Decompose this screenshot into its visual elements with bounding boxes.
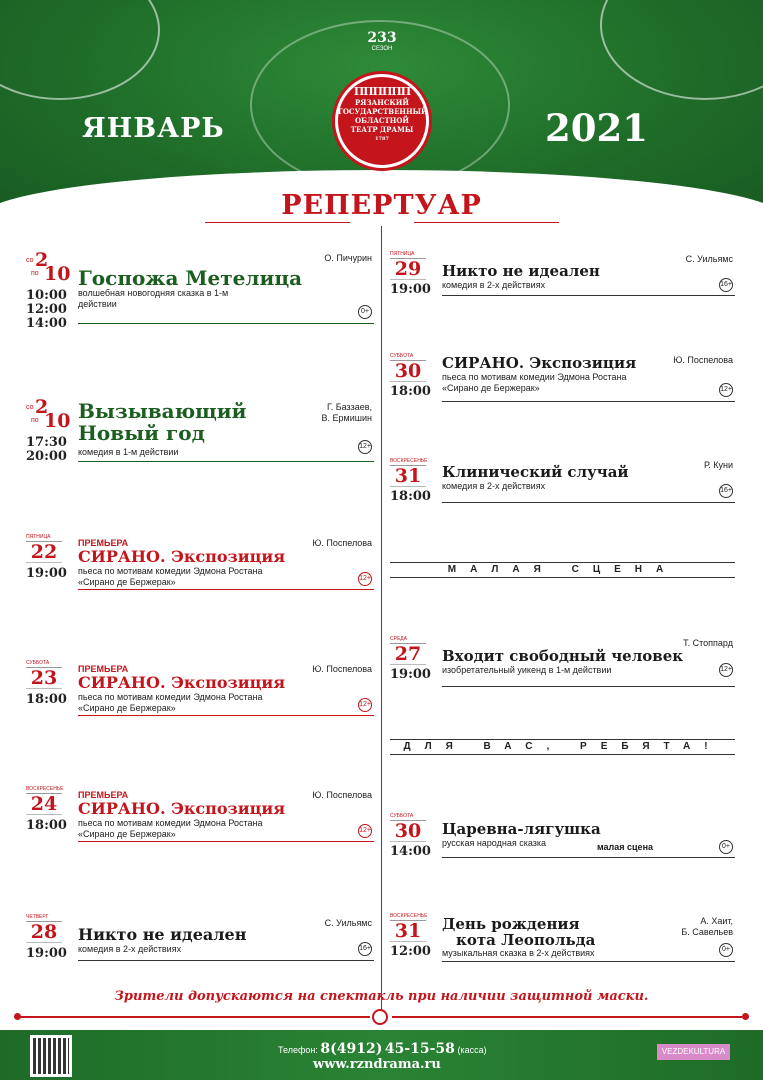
play-title: Входит свободный человек — [442, 647, 684, 665]
ornament-left — [0, 0, 160, 100]
phone-note: (касса) — [457, 1045, 487, 1055]
day-of-week: ПЯТНИЦА — [26, 534, 62, 542]
play-description: комедия в 2-х действиях — [442, 280, 546, 290]
title-divider-right — [414, 222, 559, 223]
date-column — [26, 534, 72, 581]
entry-rule — [78, 323, 374, 324]
entry-rule — [78, 960, 374, 961]
show-time: 12:00 — [26, 302, 67, 317]
age-rating: 12+ — [719, 383, 733, 397]
section-small-stage: МАЛАЯ СЦЕНА — [390, 562, 735, 578]
play-description: пьеса по мотивам комедии Эдмона Ростана «Сирано де Бержерак» — [442, 372, 627, 393]
ornament-right — [600, 0, 763, 100]
event-info — [78, 926, 374, 955]
play-description: комедия в 2-х действиях — [442, 481, 546, 491]
columns-icon: ΠΠΠΠΠΠ — [353, 85, 411, 98]
age-rating: 0+ — [719, 943, 733, 957]
logo-line: ТЕАТР ДРАМЫ — [350, 125, 414, 134]
author-line: В. Ермишин — [321, 413, 372, 423]
theatre-logo — [335, 74, 429, 168]
age-rating: 12+ — [358, 824, 372, 838]
bottom-rule-left — [20, 1016, 370, 1018]
header-banner — [0, 0, 763, 222]
date-range — [26, 249, 71, 285]
event-info — [78, 268, 374, 310]
author: Р. Куни — [703, 460, 733, 470]
to-label: по — [31, 417, 39, 424]
page-title: РЕПЕРТУАР — [281, 190, 482, 221]
play-description: комедия в 2-х действиях — [78, 944, 182, 954]
age-rating: 16+ — [719, 484, 733, 498]
season-number: 233 — [367, 30, 397, 46]
show-time: 14:00 — [390, 844, 431, 859]
show-time: 12:00 — [390, 944, 431, 959]
premiere-label: ПРЕМЬЕРА — [78, 664, 129, 674]
event-sirano-24 — [26, 786, 374, 844]
event-info — [78, 538, 374, 588]
entry-rule — [442, 857, 735, 858]
show-time: 18:00 — [390, 384, 431, 399]
entry-rule — [442, 401, 735, 402]
age-rating: 12+ — [358, 440, 372, 454]
rule-center-circle — [372, 1009, 388, 1025]
age-rating: 0+ — [719, 840, 733, 854]
event-info — [442, 821, 735, 849]
event-vkhodit — [390, 636, 735, 688]
entry-rule — [442, 295, 735, 296]
phone-label: Телефон: — [278, 1045, 318, 1055]
logo-line: ОБЛАСТНОЙ — [354, 116, 410, 125]
entry-rule — [78, 841, 374, 842]
show-time: 19:00 — [390, 667, 431, 682]
play-title: СИРАНО. Экспозиция — [78, 673, 286, 692]
event-nikto-28 — [26, 914, 374, 964]
age-rating: 16+ — [719, 278, 733, 292]
premiere-label: ПРЕМЬЕРА — [78, 538, 129, 548]
day-of-week: СУББОТА — [390, 353, 426, 361]
event-nikto-29 — [390, 251, 735, 299]
author: Т. Стоппард — [683, 638, 733, 648]
mask-notice: Зрители допускаются на спектакль при наличии защитной маски. — [114, 989, 649, 1004]
play-title-line: Вызывающий — [78, 399, 247, 423]
play-description: пьеса по мотивам комедии Эдмона Ростана «Сирано де Бержерак» — [78, 692, 263, 713]
stage-note: малая сцена — [597, 842, 654, 852]
show-time: 18:00 — [26, 818, 67, 833]
date-column — [26, 396, 72, 464]
play-description: пьеса по мотивам комедии Эдмона Ростана «Сирано де Бержерак» — [78, 566, 263, 587]
author: Ю. Поспелова — [673, 355, 733, 365]
author: С. Уильямс — [324, 918, 372, 928]
bottom-rule-right — [392, 1016, 742, 1018]
premiere-label: ПРЕМЬЕРА — [78, 790, 129, 800]
date-column — [26, 914, 72, 961]
to-day: 10 — [44, 263, 71, 285]
age-rating: 0+ — [358, 305, 372, 319]
show-time: 18:00 — [26, 692, 67, 707]
day-number: 27 — [390, 644, 426, 665]
day-number: 28 — [26, 922, 62, 943]
event-vyzyvayushchiy — [26, 396, 374, 465]
show-time: 20:00 — [26, 449, 67, 464]
from-day: 2 — [35, 249, 49, 271]
show-time: 19:00 — [26, 946, 67, 961]
play-title-line: кота Леопольда — [456, 931, 596, 949]
event-sirano-23 — [26, 660, 374, 718]
play-description: русская народная сказка — [442, 838, 547, 848]
day-of-week: ВОСКРЕСЕНЬЕ — [390, 458, 428, 464]
play-title: СИРАНО. Экспозиция — [78, 799, 286, 818]
to-label: по — [31, 270, 39, 277]
section-kids: ДЛЯ ВАС, РЕБЯТА! — [390, 739, 735, 755]
author: Ю. Поспелова — [312, 664, 372, 674]
author-line: А. Хаит, — [700, 916, 733, 926]
season-label: СЕЗОН — [371, 46, 393, 52]
show-time: 14:00 — [26, 316, 67, 331]
event-info — [78, 790, 374, 840]
event-info — [442, 464, 735, 492]
month: ЯНВАРЬ — [82, 113, 225, 144]
date-column — [390, 458, 436, 504]
logo-year: 1787 — [375, 136, 389, 142]
phone-number[interactable]: 45-15-58 — [384, 1041, 455, 1057]
day-number: 22 — [26, 542, 62, 563]
entry-rule — [78, 715, 374, 716]
author: С. Уильямс — [685, 254, 733, 264]
event-sirano-30 — [390, 353, 735, 405]
date-column — [390, 636, 436, 682]
play-title: Царевна-лягушка — [442, 820, 601, 838]
day-number: 23 — [26, 668, 62, 689]
entry-rule — [78, 461, 374, 462]
event-klinicheskiy — [390, 458, 735, 506]
event-sirano-22 — [26, 534, 374, 592]
show-time: 19:00 — [390, 282, 431, 297]
event-den-rozhdeniya — [390, 913, 735, 965]
day-number: 24 — [26, 794, 62, 815]
day-of-week: СРЕДА — [390, 636, 426, 644]
play-title: СИРАНО. Экспозиция — [78, 547, 286, 566]
phone-code: 8(4912) — [320, 1041, 383, 1057]
date-column — [26, 660, 72, 707]
age-rating: 12+ — [358, 698, 372, 712]
play-description: изобретательный уикенд в 1-м действии — [442, 665, 612, 675]
play-title: Клинический случай — [442, 463, 629, 481]
age-rating: 16+ — [358, 942, 372, 956]
date-column — [390, 251, 436, 297]
play-description: музыкальная сказка в 2-х действиях — [442, 948, 595, 958]
event-info — [78, 400, 374, 458]
play-title: СИРАНО. Экспозиция — [442, 354, 637, 372]
event-info — [442, 648, 735, 676]
author-line: Г. Баззаев, — [326, 402, 372, 412]
day-of-week: ЧЕТВЕРГ — [26, 914, 62, 922]
day-of-week: СУББОТА — [26, 660, 62, 668]
day-number: 31 — [390, 466, 426, 487]
show-time: 18:00 — [390, 489, 431, 504]
show-time: 19:00 — [26, 566, 67, 581]
date-column — [390, 913, 436, 959]
entry-rule — [442, 502, 735, 503]
day-number: 29 — [390, 259, 426, 280]
column-divider — [381, 226, 382, 1012]
partner-badge[interactable]: VEZDEKULTURA — [657, 1044, 730, 1060]
day-of-week: ВОСКРЕСЕНЬЕ — [390, 913, 428, 919]
age-rating: 12+ — [358, 572, 372, 586]
rule-end-dot — [14, 1013, 21, 1020]
play-description: пьеса по мотивам комедии Эдмона Ростана «Сирано де Бержерак» — [78, 818, 263, 839]
event-tsarevna — [390, 813, 735, 863]
website-link[interactable]: www.rzndrama.ru — [313, 1057, 441, 1072]
day-number: 31 — [390, 921, 426, 942]
play-title-line: Новый год — [78, 421, 205, 445]
author: Ю. Поспелова — [312, 790, 372, 800]
rule-end-dot — [742, 1013, 749, 1020]
event-info — [442, 263, 735, 291]
to-day: 10 — [44, 410, 71, 432]
play-description: волшебная новогодняя сказка в 1-м действии — [78, 288, 229, 309]
from-label: со — [26, 404, 34, 411]
footer — [0, 1030, 763, 1080]
date-column — [26, 249, 72, 331]
logo-line: РЯЗАНСКИЙ — [355, 98, 409, 107]
day-of-week: СУББОТА — [390, 813, 426, 821]
qr-code-icon[interactable] — [30, 1035, 72, 1077]
play-description: комедия в 1-м действии — [78, 447, 179, 457]
entry-rule — [442, 961, 735, 962]
date-range — [26, 396, 71, 432]
show-time: 10:00 — [26, 288, 67, 303]
day-number: 30 — [390, 361, 426, 382]
phone-line — [278, 1041, 487, 1057]
day-of-week: ВОСКРЕСЕНЬЕ — [26, 786, 64, 792]
title-divider-left — [205, 222, 350, 223]
entry-rule — [442, 686, 735, 687]
year: 2021 — [545, 106, 648, 150]
event-info — [442, 355, 735, 394]
event-info — [78, 664, 374, 714]
event-gospozha-metelitsa — [26, 249, 374, 331]
date-column — [390, 353, 436, 399]
author: Ю. Поспелова — [312, 538, 372, 548]
logo-line: ГОСУДАРСТВЕННЫЙ — [338, 107, 428, 116]
play-title: Госпожа Метелица — [78, 266, 303, 290]
from-label: со — [26, 257, 34, 264]
date-column — [26, 786, 72, 833]
entry-rule — [78, 589, 374, 590]
show-time: 17:30 — [26, 435, 67, 450]
play-title: Никто не идеален — [442, 262, 600, 280]
from-day: 2 — [35, 396, 49, 418]
author: О. Пичурин — [324, 253, 372, 263]
event-info — [442, 916, 735, 959]
day-of-week: ПЯТНИЦА — [390, 251, 426, 259]
author-line: Б. Савельев — [681, 927, 733, 937]
play-title: Никто не идеален — [78, 925, 247, 944]
play-title-line: День рождения — [442, 915, 580, 933]
day-number: 30 — [390, 821, 426, 842]
age-rating: 12+ — [719, 663, 733, 677]
date-column — [390, 813, 436, 859]
